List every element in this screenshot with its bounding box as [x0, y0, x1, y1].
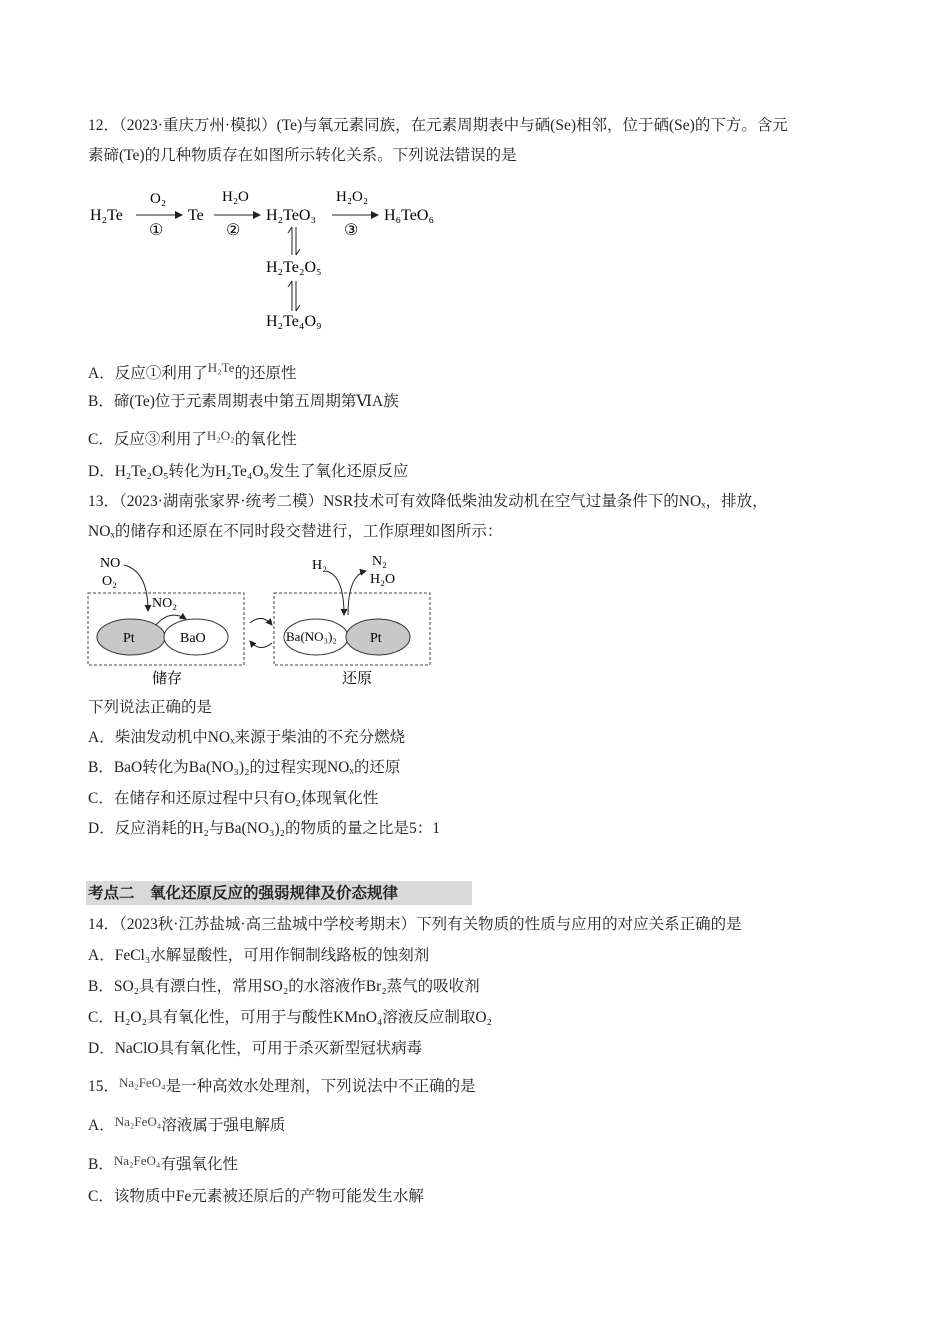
- fig-h2o: H₂O: [370, 572, 396, 587]
- q13-option-a: A．柴油发动机中NOₓ来源于柴油的不充分燃烧: [88, 729, 406, 746]
- q13-option-b: B．BaO转化为Ba(NO₃)₂的过程实现NOₓ的还原: [88, 759, 401, 776]
- fig-pt-right: Pt: [370, 631, 382, 646]
- scheme-h6teo6: H₆TeO₆: [384, 207, 435, 224]
- q13-stem-2: NOₓ的储存和还原在不同时段交替进行，工作原理如图所示：: [88, 523, 503, 540]
- scheme-h2te2o5: H₂Te₂O₅: [266, 259, 322, 276]
- fig-pt-left: Pt: [123, 631, 135, 646]
- fig-store: 储存: [152, 671, 183, 687]
- q14-line-1: [88, 914, 742, 936]
- cycle-arrow-back: [250, 641, 272, 648]
- scheme-h2teo3: H₂TeO₃: [266, 207, 317, 224]
- q12-option-c: [88, 425, 297, 451]
- q14-option-a: A．FeCl₃水解显酸性，可用作铜制线路板的蚀刻剂: [88, 947, 430, 964]
- scheme-o2: O₂: [150, 191, 167, 207]
- fig-n2: N₂: [372, 554, 387, 569]
- q15-option-a-pre: A．: [88, 1117, 115, 1134]
- q12-option-c-post: 的氧化性: [234, 431, 297, 448]
- q15-chem: Na₂FeO₄: [119, 1075, 166, 1090]
- fig-h2: H₂: [312, 558, 327, 573]
- eq-head-1a: [288, 227, 292, 233]
- q13-line-1: [88, 491, 768, 513]
- q13-question: 下列说法正确的是: [88, 699, 213, 716]
- q12-option-a-post: 的还原性: [234, 365, 297, 382]
- q15-number: 15．: [88, 1078, 120, 1095]
- q12-option-a-pre: A．反应①利用了: [88, 365, 208, 382]
- q15-option-b-post: 有强氧化性: [160, 1156, 238, 1173]
- q12-number: 12．: [88, 117, 120, 134]
- fig-no: NO: [100, 556, 121, 571]
- scheme-h2o2: H₂O₂: [336, 189, 369, 205]
- q15-option-a: [88, 1111, 285, 1137]
- nsr-figure: [86, 553, 436, 688]
- q14-number: 14．: [88, 916, 120, 933]
- q12-line-1: [88, 115, 788, 137]
- q12-stem-2: 素碲(Te)的几种物质存在如图所示转化关系。下列说法错误的是: [88, 147, 517, 164]
- eq-head-2b: [296, 305, 300, 311]
- q12-option-a-chem: H₂Te: [207, 360, 235, 375]
- storage-in-arrow: [124, 565, 148, 611]
- q13-stem-1: NSR技术可有效降低柴油发动机在空气过量条件下的NOₓ，排放，: [323, 493, 768, 510]
- q13-option-d: D．反应消耗的H₂与Ba(NO₃)₂的物质的量之比是5：1: [88, 820, 441, 837]
- fig-o2: O₂: [102, 574, 117, 589]
- scheme-te: Te: [188, 207, 204, 224]
- eq-head-1b: [296, 249, 300, 255]
- q15-option-c: C．该物质中Fe元素被还原后的产物可能发生水解: [88, 1188, 424, 1205]
- scheme-h2te: H₂Te: [90, 207, 123, 224]
- q12-option-b: B．碲(Te)位于元素周期表中第五周期第ⅥA族: [88, 393, 399, 410]
- q12-source: （2023·重庆万州·模拟）: [119, 117, 277, 134]
- cycle-arrow-forward: [250, 618, 272, 625]
- scheme-step-3: ③: [344, 222, 359, 239]
- eq-head-2a: [288, 281, 292, 287]
- q15-line-1: [88, 1072, 476, 1098]
- scheme-step-1: ①: [149, 222, 164, 239]
- q12-option-c-chem: H₂O₂: [206, 428, 235, 443]
- fig-bano3: Ba(NO₃)₂: [286, 629, 337, 644]
- q12-stem-1: (Te)与氧元素同族，在元素周期表中与硒(Se)相邻，位于硒(Se)的下方。含元: [276, 117, 788, 134]
- fig-reduce: 还原: [342, 671, 373, 687]
- q12-option-d: D．H₂Te₂O₅转化为H₂Te₄O₉发生了氧化还原反应: [88, 463, 409, 480]
- q14-option-d: D．NaClO具有氧化性，可用于杀灭新型冠状病毒: [88, 1040, 423, 1057]
- q13-option-c: C．在储存和还原过程中只有O₂体现氧化性: [88, 790, 379, 807]
- q15-option-a-chem: Na₂FeO₄: [114, 1114, 162, 1129]
- q13-number: 13．: [88, 493, 120, 510]
- q14-option-c: C．H₂O₂具有氧化性，可用于与酸性KMnO₄溶液反应制取O₂: [88, 1009, 492, 1026]
- scheme-h2te4o9: H₂Te₄O₉: [266, 313, 322, 330]
- scheme-h2o: H₂O: [222, 189, 249, 205]
- section-heading: 考点二 氧化还原反应的强弱规律及价态规律: [86, 881, 472, 905]
- q15-option-b-chem: Na₂FeO₄: [113, 1153, 161, 1168]
- q15-option-b: [88, 1150, 238, 1176]
- scheme-step-2: ②: [226, 222, 241, 239]
- q12-option-a: [88, 357, 296, 385]
- q13-source: （2023·湖南张家界·统考二模）: [119, 493, 324, 510]
- q12-option-c-pre: C．反应③利用了: [88, 431, 207, 448]
- q15-option-a-post: 溶液属于强电解质: [161, 1117, 286, 1134]
- fig-no2: NO₂: [152, 596, 178, 611]
- q14-stem: 下列有关物质的性质与应用的对应关系正确的是: [416, 916, 742, 933]
- q15-stem: 是一种高效水处理剂，下列说法中不正确的是: [165, 1078, 476, 1095]
- tellurium-scheme: [88, 183, 458, 338]
- q14-source: （2023秋·江苏盐城·高三盐城中学校考期末）: [119, 916, 417, 933]
- fig-bao: BaO: [180, 631, 206, 646]
- q15-option-b-pre: B．: [88, 1156, 114, 1173]
- q14-option-b: B．SO₂具有漂白性，常用SO₂的水溶液作Br₂蒸气的吸收剂: [88, 978, 480, 995]
